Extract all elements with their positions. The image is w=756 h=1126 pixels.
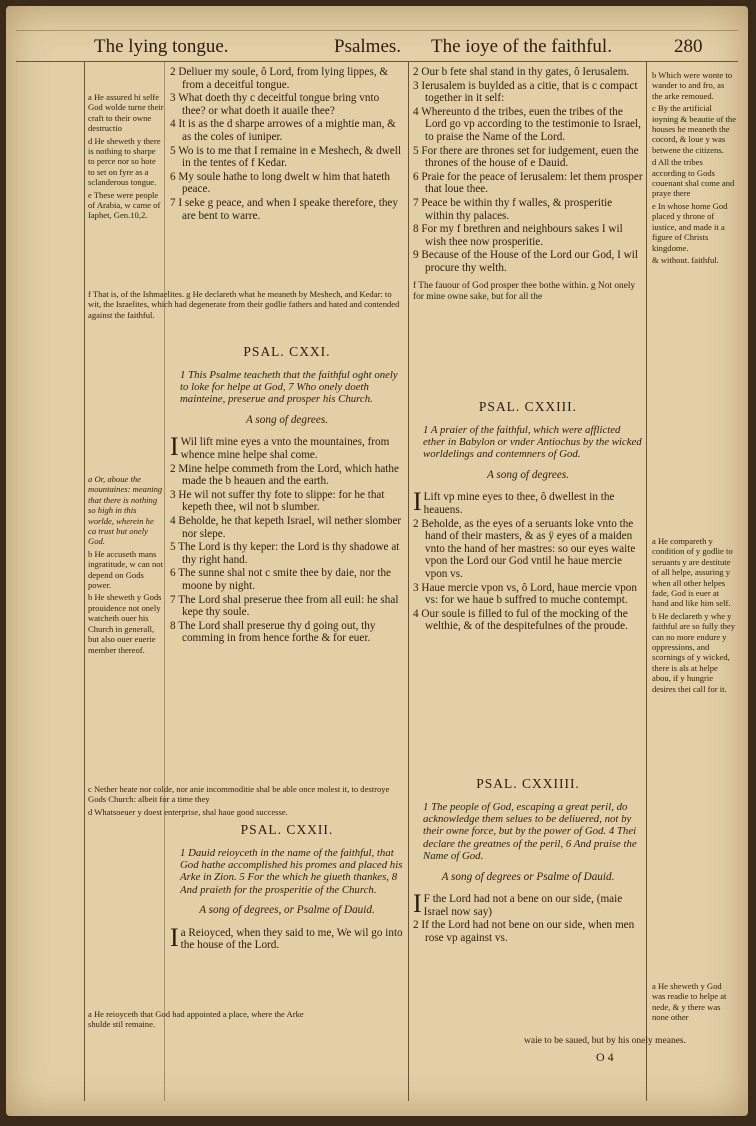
psalm-argument: 1 A praier of the faithful, which were afflicted ether in Babylon or vnder Antiochus by the wicked worldelings and contemners of God.: [423, 423, 642, 461]
psalm-heading: PSAL. CXXIII.: [478, 399, 578, 414]
margin-note: b Which were wonte to wander to and fro, as the arke remoued.: [652, 70, 733, 101]
column-left: [170, 66, 404, 223]
margin-note: b He accuseth mans ingratitude, w can not depend on Gods power.: [88, 548, 163, 591]
right-margin-rule: [646, 61, 647, 1101]
column-right-ps123: [413, 391, 643, 634]
right-margin-notes-2: [652, 536, 736, 696]
column-left-ps121: [170, 336, 404, 646]
verse: 3 What doeth thy c deceitful tongue bring vnto thee? or what doeth it auaile thee?: [170, 92, 380, 117]
verse: 5 Wo is to me that I remaine in e Meshech, & dwell in the tentes of f Kedar.: [170, 144, 401, 170]
verse: 2 If the Lord had not bene on our side, when men rose vp against vs.: [413, 919, 635, 944]
verse: 9 Because of the House of the Lord our God, I wil procure thy welth.: [413, 249, 638, 274]
verse: 4 Whereunto d the tribes, euen the tribes of the Lord go vp according to the testimonie to Israel, to praise the Name of the Lord.: [413, 105, 641, 143]
bottom-catch-line: waie to be saued, but by his onely meanes.: [524, 1036, 686, 1046]
verse: 3 Haue mercie vpon vs, ô Lord, haue mercie vpon vs: for we haue b suffred to muche contempt.: [413, 581, 637, 607]
center-rule: [408, 61, 409, 1101]
footnote: d Whatsoeuer y doest enterprise, shal haue good successe.: [88, 806, 288, 817]
left-margin-rule: [84, 61, 85, 1101]
psalm-heading: PSAL. CXXII.: [240, 822, 334, 837]
column-right: [413, 66, 643, 304]
psalm-heading: PSAL. CXXIIII.: [476, 776, 580, 791]
psalm-subtitle: A song of degrees.: [486, 468, 570, 481]
psalm-argument: 1 This Psalme teacheth that the faithful oght onely to loke for helpe at God, 7 Who onely doeth mainteine, preserue and prosper his Church.: [180, 368, 398, 406]
right-margin-notes: [652, 70, 736, 267]
signature-mark: O 4: [596, 1050, 614, 1064]
verse: 7 The Lord shal preserue thee from all euil: he shal kepe thy soule.: [170, 593, 399, 619]
verse: 6 My soule hathe to long dwelt w him that hateth peace.: [170, 170, 390, 196]
left-margin-notes-3: [88, 1009, 328, 1032]
footnote: f The fauour of God prosper thee bothe within. g Not onely for mine owne sake, but for all the: [413, 280, 636, 302]
top-rule: [16, 61, 738, 62]
column-right-ps124: [413, 768, 643, 946]
column-left-ps122: [170, 814, 404, 953]
verse: 7 I seke g peace, and when I speake therefore, they are bent to warre.: [170, 196, 398, 222]
margin-note: c By the artificial ioyning & beautie of the houses he meaneth the cocord, & loue y was betwene the citizens.: [652, 103, 737, 155]
psalm-argument: 1 The people of God, escaping a great peril, do acknowledge them selues to be deliuered, not by their owne force, but by the power of God. 4 Thei declare the greatnes of the peril, 6 And praise the Name of God.: [423, 800, 637, 863]
margin-note: d He sheweth y there is nothing to sharpe to perce nor so hote to set on fyre as a sclanderous tongue.: [88, 135, 161, 188]
verse: ILift vp mine eyes to thee, ô dwellest in the heauens.: [413, 487, 615, 517]
verse: 2 Deliuer my soule, ô Lord, from lying lippes, & from a deceitful tongue.: [170, 66, 389, 91]
margin-note: a He sheweth y God was readie to helpe at nede, & y there was none other: [652, 981, 727, 1023]
running-head-center: Psalmes.: [334, 36, 402, 57]
margin-note: a He reioyceth that God had appointed a place, where the Arke shulde stil remaine.: [88, 1009, 304, 1030]
margin-note: e These were people of Arabia, w came of Iaphet, Gen.10,2.: [88, 189, 161, 221]
verse: 6 Praie for the peace of Ierusalem: let them prosper that loue thee.: [413, 170, 643, 196]
verse: IF the Lord had not a bene on our side, (maie Israel now say): [413, 889, 623, 919]
psalm-subtitle: A song of degrees.: [245, 413, 329, 426]
left-margin-notes: [88, 92, 164, 223]
running-head-left: The lying tongue.: [94, 36, 229, 57]
outer-frame-top: [16, 30, 738, 31]
page-number: 280: [674, 36, 703, 57]
verse: 8 For my f brethren and neighbours sakes I wil wish thee now prosperitie.: [413, 223, 623, 248]
footnote: c Nether heate nor colde, nor anie incommoditie shal be able once molest it, to destroye Gods Church: albeit for a time they: [88, 784, 390, 805]
verse: 2 Our b fete shal stand in thy gates, ô Ierusalem.: [413, 66, 630, 78]
verse: 8 The Lord shall preserue thy d going out, thy comming in from hence forthe & for euer.: [170, 619, 376, 645]
verse: 3 Ierusalem is buylded as a citie, that is c compact together in it self:: [413, 79, 638, 105]
margin-note: b He sheweth y Gods prouidence not onely watcheth ouer his Church in generall, but also ouer euerie member thereof.: [88, 592, 162, 655]
col-sep-left: [164, 61, 165, 1101]
verse: 4 Our soule is filled to ful of the mocking of the welthie, & of the despitefulnes of the proude.: [413, 607, 628, 633]
margin-note: a Or, aboue the mountaines: meaning that there is nothing so high in this worlde, wherein he ca trust but onely God.: [88, 474, 163, 547]
margin-note: & without. faithful.: [652, 254, 719, 265]
verse: IWil lift mine eyes a vnto the mountaines, from whence mine helpe shal come.: [170, 432, 390, 462]
margin-note: a He assured hi selfe God wolde turne their craft to their owne destructio: [88, 92, 164, 134]
footnote: f That is, of the Ishmaelites. g He declareth what he meaneth by Meshech, and Kedar: to wit, the Israelites, which had degenerate from their godlie fathers and hated and contended against the faithful.: [88, 289, 400, 320]
margin-note: d All the tribes according to Gods couenant shal come and praye there: [652, 157, 735, 199]
verse: 2 Beholde, as the eyes of a seruants loke vnto the hand of their masters, & as ÿ eyes of a maiden vnto the hand of her mastres: so our eyes waite vpon the Lord our God vntil he haue mercie vpon vs.: [413, 517, 636, 580]
psalm-heading: PSAL. CXXI.: [243, 344, 331, 359]
margin-note: a He compareth y condition of y godlie to seruants y are destitute of all helpe, assuring y when all other helpes fade, God is euer at hand and like him self.: [652, 536, 733, 609]
verse: 6 The sunne shal not c smite thee by daie, nor the moone by night.: [170, 567, 392, 592]
verse: 4 It is as the d sharpe arrowes of a mightie man, & as the coles of iuniper.: [170, 118, 396, 143]
verse: 2 Mine helpe commeth from the Lord, which hathe made the b heauen and the earth.: [170, 462, 399, 488]
verse: 5 For there are thrones set for iudgement, euen the thrones of the house of e Dauid.: [413, 144, 639, 170]
verse: 7 Peace be within thy f walles, & prosperitie within thy palaces.: [413, 196, 613, 222]
verse: Ia Reioyced, when they said to me, We wil go into the house of the Lord.: [170, 922, 403, 952]
right-margin-notes-3: [652, 981, 736, 1025]
running-head-right: The ioye of the faithful.: [431, 36, 612, 57]
verse: 4 Beholde, he that kepeth Israel, wil nether slomber nor slepe.: [170, 514, 402, 540]
margin-note: e In whose home God placed y throne of iustice, and made it a figure of Christs kingdome.: [652, 200, 728, 253]
psalm-subtitle: A song of degrees, or Psalme of Dauid.: [199, 904, 375, 917]
left-margin-notes-2: [88, 474, 164, 657]
left-foot-note: [88, 289, 406, 322]
psalm-subtitle: A song of degrees or Psalme of Dauid.: [441, 870, 615, 883]
psalm-argument: 1 Dauid reioyceth in the name of the faithful, that God hathe accomplished his promes and placed his Arke in Zion. 5 For the which he giueth thankes, 8 And praieth for the prosperitie of the Church.: [180, 846, 403, 896]
bible-page: [6, 6, 748, 1116]
margin-note: b He declareth y whe y faithful are so fully they can no more endure y oppressions, and scornings of y wicked, there is als at helpe abou, if y hungrie desires thei call for it.: [652, 610, 736, 694]
verse: 5 The Lord is thy keper: the Lord is thy shadowe at thy right hand.: [170, 541, 400, 566]
verse: 3 He wil not suffer thy fote to slippe: for he that kepeth thee, wil not b slumber.: [170, 488, 385, 514]
